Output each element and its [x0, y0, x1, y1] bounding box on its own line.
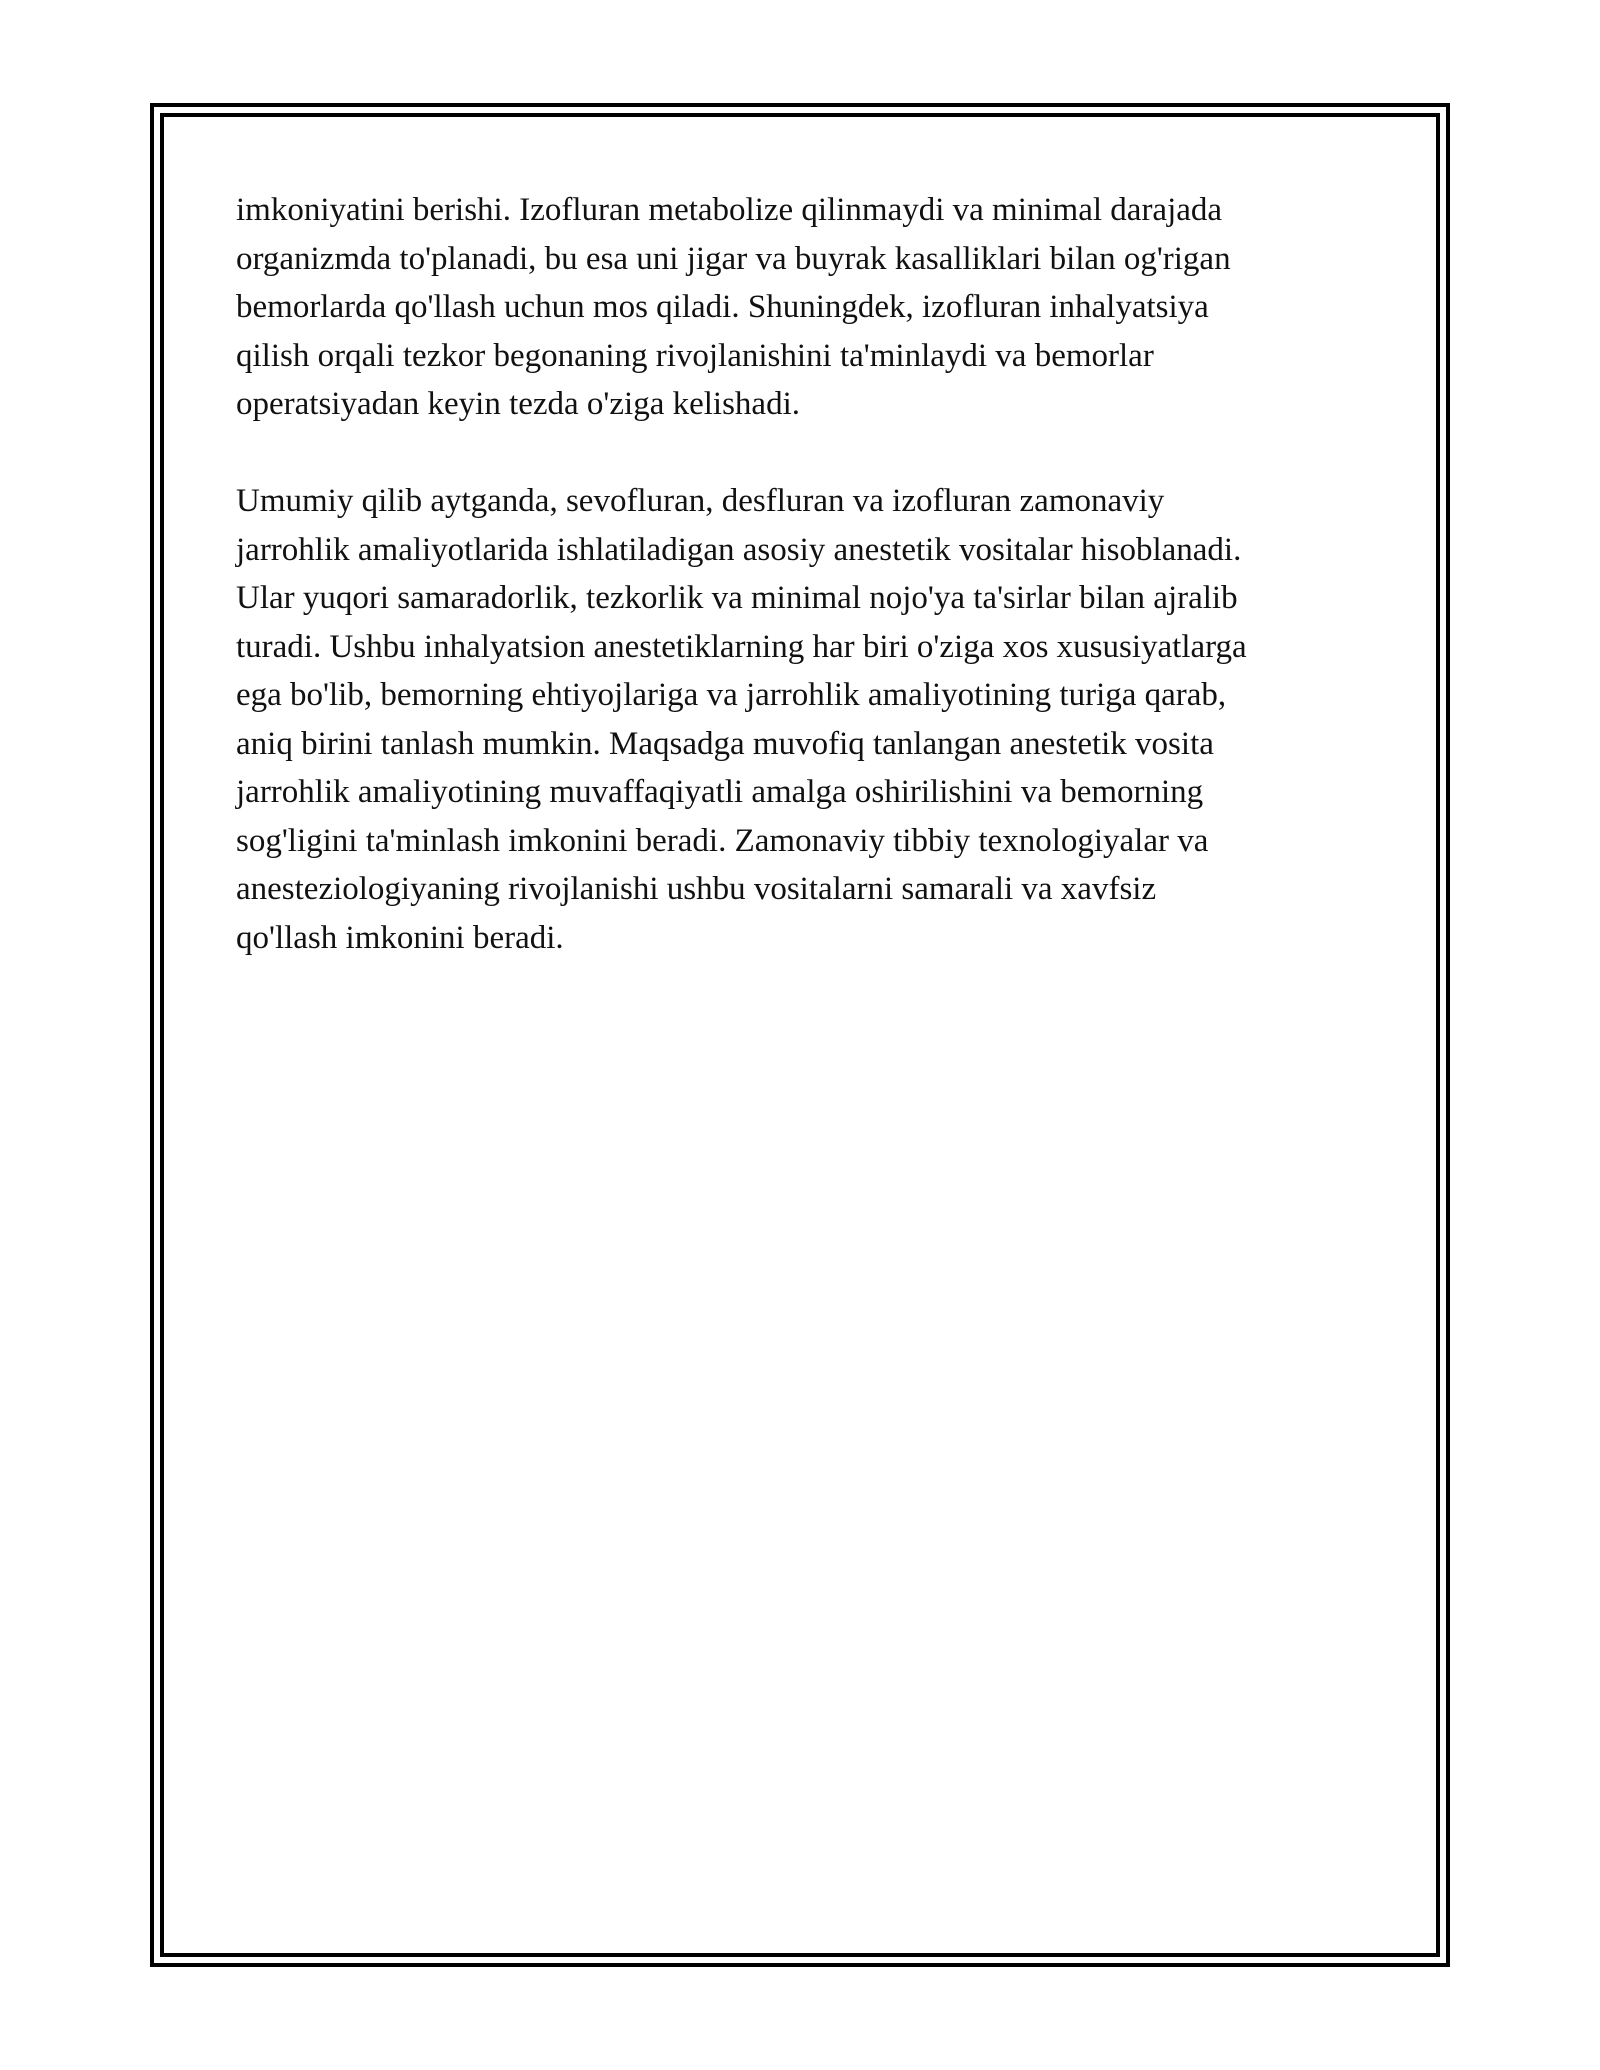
text-line: sog'ligini ta'minlash imkonini beradi. Zamonaviy tibbiy texnologiyalar va: [236, 822, 1209, 859]
text-line: organizmda to'planadi, bu esa uni jigar va buyrak kasalliklari bilan og'rigan: [236, 240, 1231, 277]
text-line: jarrohlik amaliyotining muvaffaqiyatli amalga oshirilishini va bemorning: [236, 774, 1204, 810]
text-line: Umumiy qilib aytganda, sevofluran, desfluran va izofluran zamonaviy: [236, 483, 1165, 519]
text-line: turadi. Ushbu inhalyatsion anestetiklarning har biri o'ziga xos xususiyatlarga: [236, 628, 1247, 665]
paragraph-2: [236, 477, 1376, 962]
paragraph-1: [236, 186, 1376, 429]
text-line: anesteziologiyaning rivojlanishi ushbu vositalarni samarali va xavfsiz: [236, 871, 1157, 907]
text-line: aniq birini tanlash mumkin. Maqsadga muvofiq tanlangan anestetik vosita: [236, 725, 1214, 762]
text-line: jarrohlik amaliyotlarida ishlatiladigan asosiy anestetik vositalar hisoblanadi.: [236, 531, 1242, 568]
text-line: operatsiyadan keyin tezda o'ziga kelishadi.: [236, 386, 800, 422]
text-line: ega bo'lib, bemorning ehtiyojlariga va jarrohlik amaliyotining turiga qarab,: [236, 677, 1227, 713]
text-line: bemorlarda qo'llash uchun mos qiladi. Shuningdek, izofluran inhalyatsiya: [236, 289, 1209, 325]
text-line: Ular yuqori samaradorlik, tezkorlik va minimal nojo'ya ta'sirlar bilan ajralib: [236, 580, 1238, 616]
text-line: qilish orqali tezkor begonaning rivojlanishini ta'minlaydi va bemorlar: [236, 337, 1154, 374]
text-line: qo'llash imkonini beradi.: [236, 919, 564, 956]
document-body: [236, 186, 1376, 962]
text-line: imkoniyatini berishi. Izofluran metabolize qilinmaydi va minimal darajada: [236, 192, 1223, 228]
